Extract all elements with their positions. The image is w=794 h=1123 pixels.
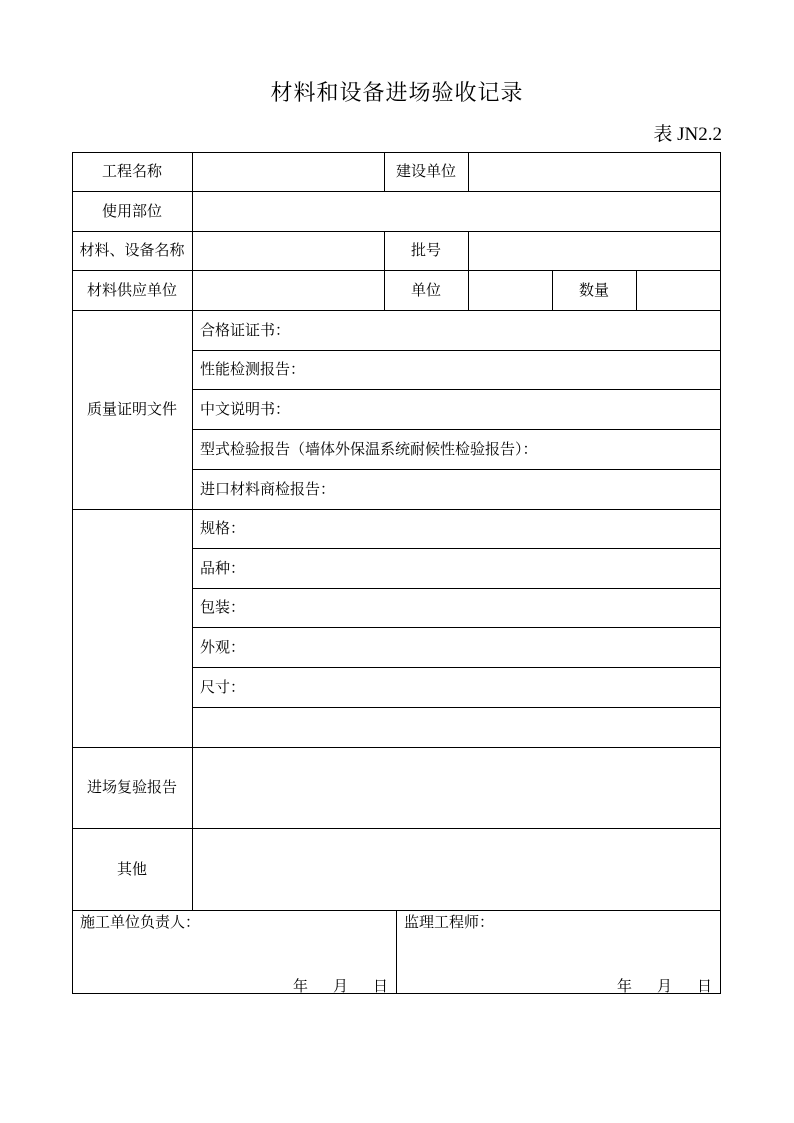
label-unit: 单位: [410, 280, 441, 299]
construction-unit-field[interactable]: [469, 153, 720, 191]
quality-doc-performance-report[interactable]: 性能检测报告：: [200, 360, 306, 378]
label-retest-report: 进场复验报告: [86, 778, 177, 796]
label-builder-lead: 施工单位负责人：: [80, 913, 201, 931]
label-quantity: 数量: [578, 280, 609, 299]
label-material-name: 材料、设备名称: [79, 241, 185, 259]
appearance-packaging[interactable]: 包装：: [200, 598, 246, 616]
appearance-blank[interactable]: [193, 707, 720, 747]
label-supervisor: 监理工程师：: [404, 913, 495, 931]
appearance-variety[interactable]: 品种：: [200, 558, 246, 577]
retest-report-field[interactable]: [193, 748, 720, 828]
supervisor-date-day: 日: [697, 977, 713, 995]
label-construction-unit: 建设单位: [395, 162, 456, 180]
supplier-field[interactable]: [193, 271, 384, 310]
quality-doc-import-inspection[interactable]: 进口材料商检报告：: [200, 479, 336, 498]
supervisor-date-year: 年: [617, 977, 633, 995]
form-number: 表 JN2.2: [653, 124, 722, 145]
supervisor-date-month: 月: [657, 977, 673, 995]
unit-field[interactable]: [469, 271, 552, 310]
appearance-spec[interactable]: 规格：: [200, 519, 246, 537]
label-quality-docs: 质量证明文件: [86, 400, 177, 418]
label-supplier: 材料供应单位: [86, 280, 177, 299]
builder-date-day: 日: [373, 977, 389, 995]
appearance-label-cell: [72, 509, 192, 747]
usage-location-field[interactable]: [193, 192, 720, 231]
builder-date-month: 月: [333, 977, 349, 995]
quality-doc-chinese-manual[interactable]: 中文说明书：: [200, 399, 291, 418]
other-field[interactable]: [193, 829, 720, 910]
appearance-size[interactable]: 尺寸：: [200, 677, 246, 696]
quantity-field[interactable]: [637, 271, 720, 310]
label-batch-no: 批号: [410, 241, 441, 259]
appearance-look[interactable]: 外观：: [200, 637, 246, 656]
table-border-right: [720, 152, 721, 994]
label-usage-location: 使用部位: [101, 201, 162, 220]
material-name-field[interactable]: [193, 232, 384, 270]
form-title: 材料和设备进场验收记录: [270, 81, 524, 106]
quality-doc-type-test-report[interactable]: 型式检验报告（墙体外保温系统耐候性检验报告）：: [200, 439, 538, 458]
label-project-name: 工程名称: [101, 162, 162, 180]
quality-doc-certificate[interactable]: 合格证证书：: [200, 320, 291, 339]
project-name-field[interactable]: [193, 153, 384, 191]
builder-date-year: 年: [293, 977, 309, 995]
batch-no-field[interactable]: [469, 232, 720, 270]
label-other: 其他: [116, 859, 147, 878]
